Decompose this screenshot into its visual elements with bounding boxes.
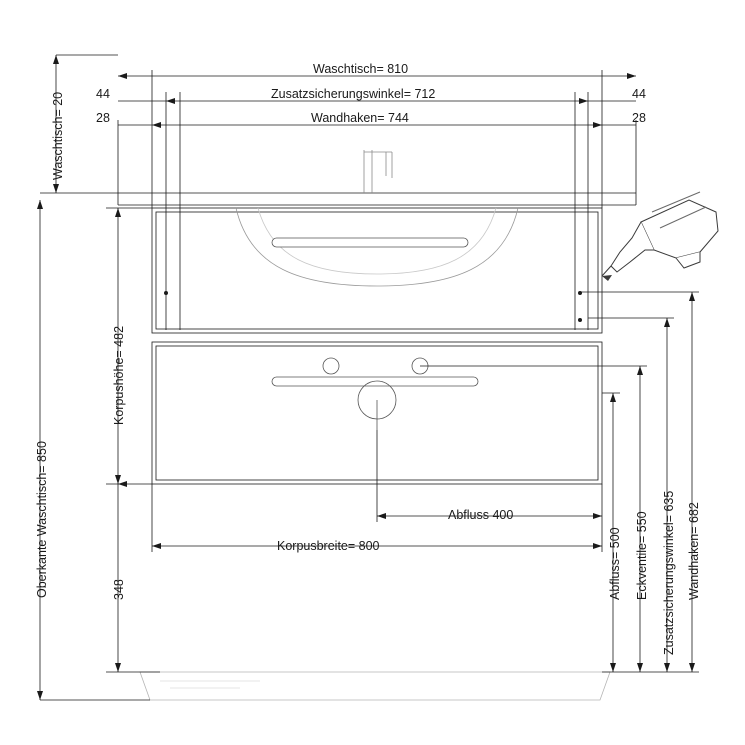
upper-drawer-outline [152,208,602,333]
arrow-right-744 [593,122,602,128]
dim-label-abfluss-500: Abfluss= 500 [608,527,622,600]
dim-label-korpushoehe-482: Korpushöhe= 482 [112,325,126,425]
arrow-zsw-top [664,318,670,327]
arrow-korpus-bottom [115,475,121,484]
arrow-abfluss-left [377,513,386,519]
hardware-dot-right-2 [578,318,582,322]
dim-label-korpusbreite-800: Korpusbreite= 800 [277,539,380,553]
dim-label-28-left: 28 [96,111,110,125]
dim-label-348: 348 [112,579,126,600]
arrow-right-712 [579,98,588,104]
arrow-348-bottom [115,663,121,672]
arrow-a500-top [610,393,616,402]
arrow-wh-bottom [689,663,695,672]
dim-label-zsw-635: Zusatzsicherungswinkel= 635 [662,490,676,655]
dim-label-oberkante-850: Oberkante Waschtisch= 850 [35,441,49,598]
dim-label-zsw-712: Zusatzsicherungswinkel= 712 [271,87,436,101]
arrow-korpus-top [115,208,121,217]
arrow-abfluss-right [593,513,602,519]
arrow-left-712 [166,98,175,104]
arrow-a500-bottom [610,663,616,672]
valve-circle-icon-left [323,358,339,374]
faucet-icon [364,150,392,193]
arrow-850-top [37,200,43,209]
arrow-850-bottom [37,691,43,700]
dim-label-waschtisch-810: Waschtisch= 810 [313,62,409,76]
arrow-right-810 [627,73,636,79]
arrow-348-top [118,481,127,487]
dim-label-abfluss-400: Abfluss 400 [448,508,514,522]
dim-label-28-right: 28 [632,111,646,125]
dim-label-44-left: 44 [96,87,110,101]
upper-drawer-inner [156,212,598,329]
arrow-kb-left [152,543,161,549]
arrow-ev-bottom [637,663,643,672]
arrow-thickness-top [53,55,59,64]
dim-label-wandhaken-682: Wandhaken= 682 [687,502,701,600]
arrow-left-810 [118,73,127,79]
dim-label-wandhaken-744: Wandhaken= 744 [311,111,409,125]
arrow-ev-top [637,366,643,375]
dim-label-44-right: 44 [632,87,646,101]
dim-label-waschtisch-20: Waschtisch= 20 [51,91,65,180]
arrow-kb-right [593,543,602,549]
floor-plate [140,672,610,700]
arrow-zsw-bottom [664,663,670,672]
arrow-left-744 [152,122,161,128]
upper-drawer-handle [272,238,468,247]
arrow-wh-top [689,292,695,301]
arrow-thickness-bottom [53,184,59,193]
dim-label-eckventile-550: Eckventile= 550 [635,511,649,600]
